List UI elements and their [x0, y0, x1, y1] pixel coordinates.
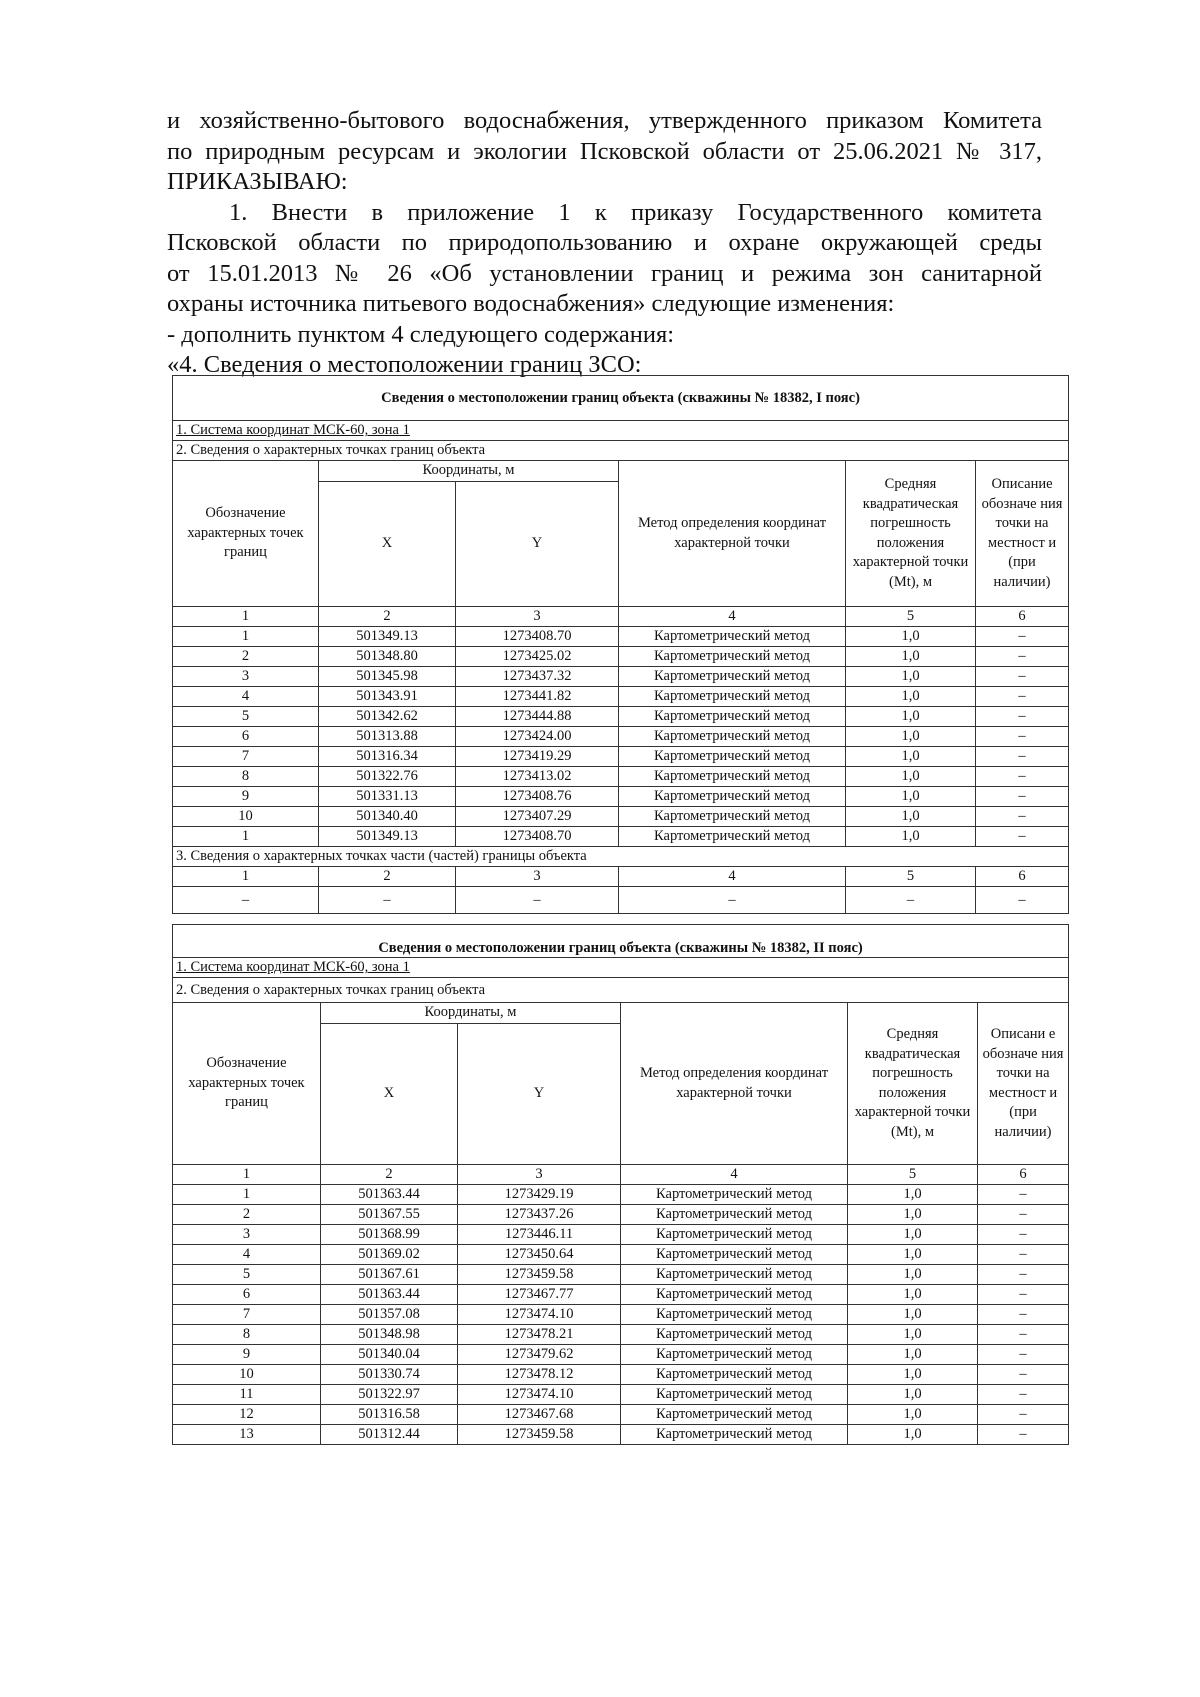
cell-point-id: 1	[173, 827, 319, 847]
table-row	[173, 627, 1069, 647]
cell-coord-y: 1273459.58	[458, 1265, 621, 1285]
column-number: 4	[619, 607, 846, 627]
cell-method: Картометрический метод	[621, 1205, 848, 1225]
table-row	[173, 1205, 1069, 1225]
column-numbers-row	[173, 607, 1069, 627]
table-title: Сведения о местоположении границ объекта (скважины № 18382, II пояс)	[173, 925, 1069, 958]
table-row	[173, 647, 1069, 667]
column-number: 1	[173, 1165, 321, 1185]
cell-method: Картометрический метод	[619, 787, 846, 807]
column-number: 4	[619, 867, 846, 887]
text-line: Псковской области по природопользованию и охране окружающей среды	[167, 229, 1042, 256]
header-description: Описани е обозначе ния точки на местност и (при наличии)	[978, 1003, 1069, 1165]
cell-method: Картометрический метод	[621, 1225, 848, 1245]
header-x: X	[319, 482, 456, 607]
column-number: 3	[458, 1165, 621, 1185]
header-coords: Координаты, м	[321, 1003, 621, 1024]
coordinate-system: 1. Система координат МСК-60, зона 1	[173, 958, 1069, 978]
cell-coord-x: 501316.34	[319, 747, 456, 767]
zone-1-boundaries-table	[172, 375, 1069, 914]
column-number: 6	[978, 1165, 1069, 1185]
column-number: 3	[456, 607, 619, 627]
cell-point-id: –	[173, 887, 319, 914]
cell-coord-x: 501316.58	[321, 1405, 458, 1425]
cell-point-id: 6	[173, 1285, 321, 1305]
cell-description: –	[978, 1385, 1069, 1405]
header-error: Средняя квадратическая погрешность положения характерной точки (Mt), м	[848, 1003, 978, 1165]
table-row	[173, 1245, 1069, 1265]
cell-coord-y: 1273437.26	[458, 1205, 621, 1225]
column-number: 5	[846, 607, 976, 627]
cell-point-id: 3	[173, 667, 319, 687]
column-number: 5	[846, 867, 976, 887]
cell-point-id: 7	[173, 1305, 321, 1325]
table-row	[173, 747, 1069, 767]
cell-description: –	[978, 1245, 1069, 1265]
cell-method: Картометрический метод	[621, 1325, 848, 1345]
cell-point-id: 1	[173, 1185, 321, 1205]
cell-description: –	[976, 787, 1069, 807]
section-heading: «4. Сведения о местоположении границ ЗСО:	[167, 351, 642, 378]
column-number: 2	[319, 867, 456, 887]
cell-coord-y: 1273474.10	[458, 1305, 621, 1325]
cell-coord-y: 1273478.21	[458, 1325, 621, 1345]
cell-coord-y: 1273408.70	[456, 827, 619, 847]
table-row	[173, 1325, 1069, 1345]
cell-error: 1,0	[846, 627, 976, 647]
cell-description: –	[978, 1405, 1069, 1425]
coordinate-system: 1. Система координат МСК-60, зона 1	[173, 421, 1069, 441]
cell-point-id: 9	[173, 787, 319, 807]
cell-point-id: 3	[173, 1225, 321, 1245]
cell-error: 1,0	[846, 687, 976, 707]
cell-point-id: 2	[173, 1205, 321, 1225]
cell-coord-y: 1273467.68	[458, 1405, 621, 1425]
table-row	[173, 727, 1069, 747]
table-row	[173, 687, 1069, 707]
column-numbers-row	[173, 1165, 1069, 1185]
cell-method: Картометрический метод	[621, 1385, 848, 1405]
cell-coord-x: 501349.13	[319, 627, 456, 647]
cell-coord-x: 501330.74	[321, 1365, 458, 1385]
cell-coord-x: 501363.44	[321, 1185, 458, 1205]
cell-method: Картометрический метод	[621, 1305, 848, 1325]
cell-coord-y: 1273450.64	[458, 1245, 621, 1265]
cell-coord-x: 501322.97	[321, 1385, 458, 1405]
cell-description: –	[976, 887, 1069, 914]
header-method: Метод определения координат характерной точки	[621, 1003, 848, 1165]
cell-description: –	[976, 827, 1069, 847]
cell-method: Картометрический метод	[619, 707, 846, 727]
cell-coord-y: 1273474.10	[458, 1385, 621, 1405]
header-error: Средняя квадратическая погрешность положения характерной точки (Mt), м	[846, 461, 976, 607]
cell-coord-y: 1273408.70	[456, 627, 619, 647]
table-row	[173, 1385, 1069, 1405]
cell-point-id: 6	[173, 727, 319, 747]
cell-description: –	[978, 1225, 1069, 1245]
text-line: и хозяйственно-бытового водоснабжения, утвержденного приказом Комитета	[167, 107, 1042, 134]
cell-description: –	[978, 1305, 1069, 1325]
cell-point-id: 10	[173, 1365, 321, 1385]
cell-coord-x: 501357.08	[321, 1305, 458, 1325]
cell-point-id: 5	[173, 707, 319, 727]
cell-coord-x: 501322.76	[319, 767, 456, 787]
cell-method: Картометрический метод	[619, 667, 846, 687]
cell-method: Картометрический метод	[621, 1185, 848, 1205]
cell-error: 1,0	[848, 1405, 978, 1425]
cell-method: Картометрический метод	[619, 807, 846, 827]
table-row	[173, 1225, 1069, 1245]
cell-method: Картометрический метод	[619, 727, 846, 747]
cell-point-id: 4	[173, 687, 319, 707]
text-line: от 15.01.2013 № 26 «Об установлении границ и режима зон санитарной	[167, 259, 1042, 287]
cell-method: –	[619, 887, 846, 914]
column-numbers-row	[173, 867, 1069, 887]
cell-description: –	[976, 767, 1069, 787]
cell-error: 1,0	[846, 647, 976, 667]
cell-method: Картометрический метод	[621, 1245, 848, 1265]
cell-coord-y: 1273437.32	[456, 667, 619, 687]
section-label: 2. Сведения о характерных точках границ объекта	[173, 441, 1069, 461]
cell-description: –	[976, 667, 1069, 687]
cell-coord-y: 1273424.00	[456, 727, 619, 747]
table-row	[173, 1345, 1069, 1365]
cell-method: Картометрический метод	[619, 627, 846, 647]
cell-error: 1,0	[846, 787, 976, 807]
cell-point-id: 7	[173, 747, 319, 767]
cell-description: –	[978, 1185, 1069, 1205]
cell-coord-x: 501369.02	[321, 1245, 458, 1265]
header-method: Метод определения координат характерной точки	[619, 461, 846, 607]
table-row	[173, 767, 1069, 787]
cell-error: 1,0	[848, 1425, 978, 1445]
column-number: 4	[621, 1165, 848, 1185]
cell-point-id: 2	[173, 647, 319, 667]
table-row	[173, 1365, 1069, 1385]
cell-error: 1,0	[848, 1225, 978, 1245]
cell-point-id: 11	[173, 1385, 321, 1405]
cell-method: Картометрический метод	[619, 827, 846, 847]
table-row	[173, 667, 1069, 687]
header-y: Y	[458, 1024, 621, 1165]
cell-method: Картометрический метод	[621, 1345, 848, 1365]
column-number: 1	[173, 867, 319, 887]
cell-error: 1,0	[848, 1285, 978, 1305]
cell-description: –	[976, 707, 1069, 727]
cell-coord-y: 1273408.76	[456, 787, 619, 807]
column-number: 1	[173, 607, 319, 627]
cell-error: 1,0	[846, 707, 976, 727]
cell-error: 1,0	[848, 1205, 978, 1225]
cell-method: Картометрический метод	[621, 1265, 848, 1285]
cell-description: –	[976, 747, 1069, 767]
cell-coord-x: 501348.98	[321, 1325, 458, 1345]
cell-description: –	[978, 1345, 1069, 1365]
cell-coord-x: 501367.55	[321, 1205, 458, 1225]
cell-method: Картометрический метод	[621, 1425, 848, 1445]
cell-description: –	[978, 1205, 1069, 1225]
header-description: Описание обозначе ния точки на местност и (при наличии)	[976, 461, 1069, 607]
cell-coord-x: 501367.61	[321, 1265, 458, 1285]
section-label: 2. Сведения о характерных точках границ объекта	[173, 978, 1069, 1003]
cell-error: 1,0	[846, 827, 976, 847]
cell-coord-x: 501340.40	[319, 807, 456, 827]
cell-error: 1,0	[848, 1265, 978, 1285]
cell-error: –	[846, 887, 976, 914]
cell-coord-y: 1273478.12	[458, 1365, 621, 1385]
cell-error: 1,0	[848, 1305, 978, 1325]
cell-coord-x: 501363.44	[321, 1285, 458, 1305]
cell-error: 1,0	[846, 667, 976, 687]
cell-coord-x: 501313.88	[319, 727, 456, 747]
intro-paragraph	[167, 106, 1042, 381]
cell-error: 1,0	[846, 807, 976, 827]
cell-description: –	[976, 727, 1069, 747]
cell-method: Картометрический метод	[621, 1405, 848, 1425]
cell-coord-y: 1273459.58	[458, 1425, 621, 1445]
cell-point-id: 10	[173, 807, 319, 827]
cell-point-id: 12	[173, 1405, 321, 1425]
cell-method: Картометрический метод	[619, 767, 846, 787]
cell-description: –	[976, 647, 1069, 667]
cell-error: 1,0	[848, 1325, 978, 1345]
cell-description: –	[978, 1265, 1069, 1285]
cell-point-id: 4	[173, 1245, 321, 1265]
cell-coord-x: 501342.62	[319, 707, 456, 727]
cell-coord-x: 501368.99	[321, 1225, 458, 1245]
table-row	[173, 887, 1069, 914]
cell-description: –	[976, 807, 1069, 827]
cell-point-id: 13	[173, 1425, 321, 1445]
header-y: Y	[456, 482, 619, 607]
cell-method: Картометрический метод	[619, 747, 846, 767]
cell-coord-y: 1273413.02	[456, 767, 619, 787]
cell-error: 1,0	[846, 727, 976, 747]
cell-description: –	[978, 1285, 1069, 1305]
cell-coord-y: 1273407.29	[456, 807, 619, 827]
cell-coord-y: 1273419.29	[456, 747, 619, 767]
table-row	[173, 1305, 1069, 1325]
header-coords: Координаты, м	[319, 461, 619, 482]
cell-description: –	[976, 687, 1069, 707]
cell-point-id: 8	[173, 1325, 321, 1345]
column-number: 2	[319, 607, 456, 627]
cell-error: 1,0	[846, 747, 976, 767]
cell-error: 1,0	[848, 1365, 978, 1385]
table-row	[173, 787, 1069, 807]
cell-coord-y: 1273429.19	[458, 1185, 621, 1205]
column-number: 3	[456, 867, 619, 887]
cell-coord-x: 501349.13	[319, 827, 456, 847]
cell-error: 1,0	[848, 1185, 978, 1205]
text-line: по природным ресурсам и экологии Псковской области от 25.06.2021 № 317,	[167, 137, 1042, 165]
cell-description: –	[976, 627, 1069, 647]
cell-coord-y: 1273441.82	[456, 687, 619, 707]
cell-error: 1,0	[848, 1385, 978, 1405]
column-number: 6	[976, 607, 1069, 627]
section-label: 3. Сведения о характерных точках части (частей) границы объекта	[173, 847, 1069, 867]
cell-coord-y: 1273467.77	[458, 1285, 621, 1305]
column-number: 5	[848, 1165, 978, 1185]
cell-error: 1,0	[846, 767, 976, 787]
cell-coord-x: 501345.98	[319, 667, 456, 687]
cell-description: –	[978, 1425, 1069, 1445]
cell-error: 1,0	[848, 1245, 978, 1265]
cell-coord-x: 501340.04	[321, 1345, 458, 1365]
cell-error: 1,0	[848, 1345, 978, 1365]
cell-point-id: 9	[173, 1345, 321, 1365]
cell-method: Картометрический метод	[621, 1365, 848, 1385]
table-row	[173, 1185, 1069, 1205]
text-line: 1. Внести в приложение 1 к приказу Государственного комитета	[229, 198, 1042, 226]
text-line: охраны источника питьевого водоснабжения» следующие изменения:	[167, 290, 895, 317]
cell-method: Картометрический метод	[619, 647, 846, 667]
cell-point-id: 8	[173, 767, 319, 787]
cell-coord-x: 501312.44	[321, 1425, 458, 1445]
table-row	[173, 827, 1069, 847]
table-row	[173, 807, 1069, 827]
text-line: - дополнить пунктом 4 следующего содержания:	[167, 320, 675, 348]
cell-method: Картометрический метод	[621, 1285, 848, 1305]
column-number: 2	[321, 1165, 458, 1185]
cell-point-id: 5	[173, 1265, 321, 1285]
cell-coord-x: 501331.13	[319, 787, 456, 807]
zone-2-boundaries-table	[172, 924, 1069, 1445]
table-title: Сведения о местоположении границ объекта (скважины № 18382, I пояс)	[173, 376, 1069, 421]
cell-point-id: 1	[173, 627, 319, 647]
table-row	[173, 1425, 1069, 1445]
table-row	[173, 1405, 1069, 1425]
cell-coord-y: 1273479.62	[458, 1345, 621, 1365]
header-point: Обозначение характерных точек границ	[173, 461, 319, 607]
header-x: X	[321, 1024, 458, 1165]
cell-coord-x: 501343.91	[319, 687, 456, 707]
cell-description: –	[978, 1365, 1069, 1385]
cell-method: Картометрический метод	[619, 687, 846, 707]
table-row	[173, 1265, 1069, 1285]
cell-coord-y: –	[456, 887, 619, 914]
header-point: Обозначение характерных точек границ	[173, 1003, 321, 1165]
cell-coord-y: 1273446.11	[458, 1225, 621, 1245]
table-row	[173, 1285, 1069, 1305]
text-line: ПРИКАЗЫВАЮ:	[167, 168, 348, 195]
cell-description: –	[978, 1325, 1069, 1345]
table-row	[173, 707, 1069, 727]
cell-coord-x: –	[319, 887, 456, 914]
cell-coord-x: 501348.80	[319, 647, 456, 667]
cell-coord-y: 1273444.88	[456, 707, 619, 727]
column-number: 6	[976, 867, 1069, 887]
cell-coord-y: 1273425.02	[456, 647, 619, 667]
